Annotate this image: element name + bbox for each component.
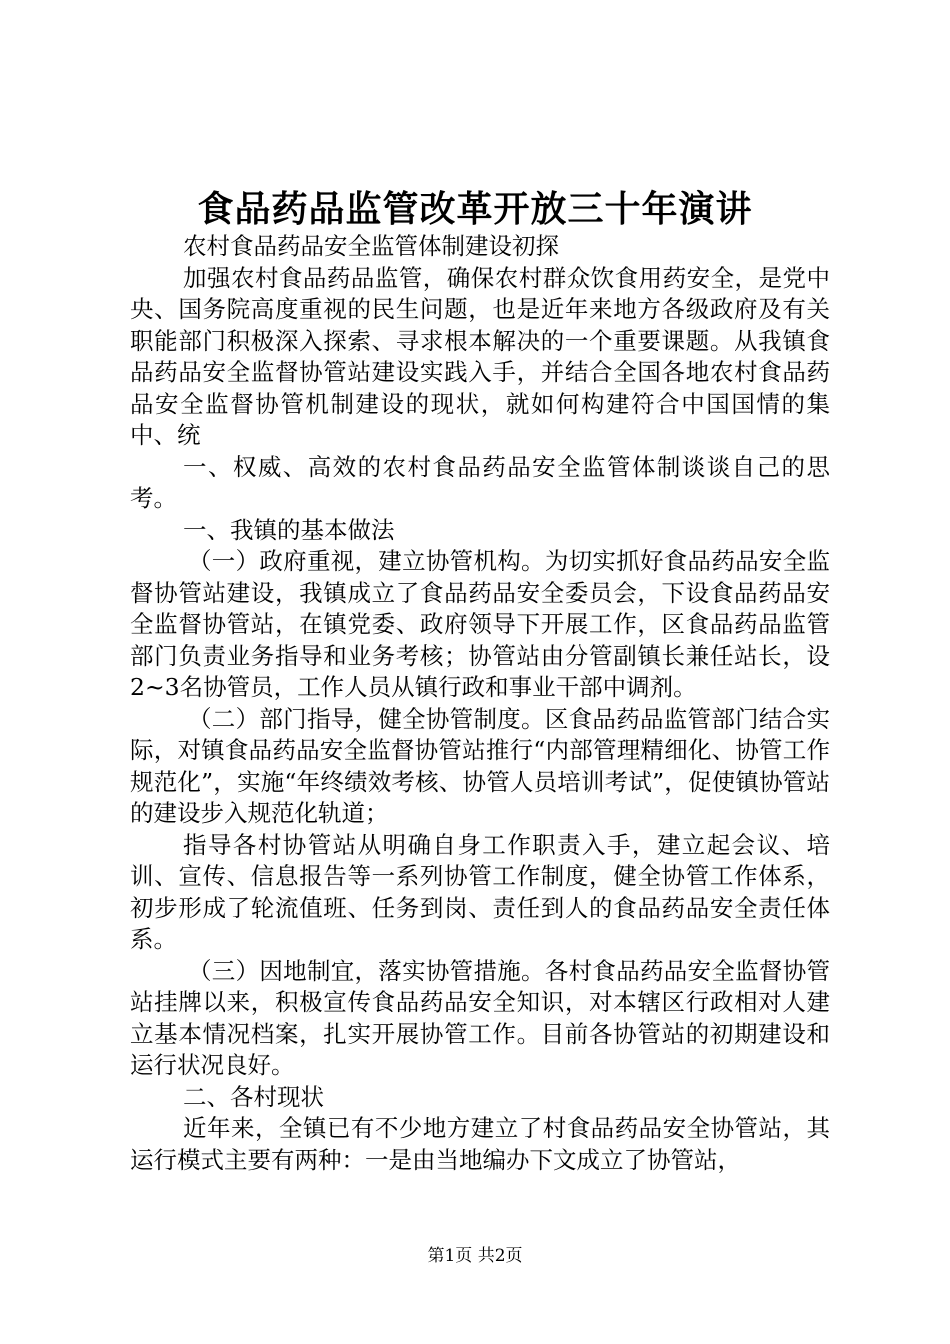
subtitle-paragraph: 农村食品药品安全监管体制建设初探 bbox=[183, 232, 559, 260]
body-paragraph: （三）因地制宜，落实协管措施。各村食品药品安全监督协管站挂牌以来，积极宣传食品药品安全知识，对本辖区行政相对人建立基本情况档案，扎实开展协管工作。目前各协管站的初期建设和运行状况良好。 bbox=[130, 956, 830, 1079]
document-body bbox=[130, 231, 830, 1176]
page-footer: 第1页 共2页 bbox=[427, 1246, 523, 1266]
body-paragraph: 指导各村协管站从明确自身工作职责入手，建立起会议、培训、宣传、信息报告等一系列协管工作制度，健全协管工作体系，初步形成了轮流值班、任务到岗、责任到人的食品药品安全责任体系。 bbox=[130, 830, 830, 953]
body-paragraph: （一）政府重视，建立协管机构。为切实抓好食品药品安全监督协管站建设，我镇成立了食品药品安全委员会，下设食品药品安全监督协管站，在镇党委、政府领导下开展工作，区食品药品监管部门负责业务指导和业务考核；协管站由分管副镇长兼任站长，设2~3名协管员，工作人员从镇行政和事业干部中调剂。 bbox=[130, 547, 830, 701]
body-paragraph: 近年来，全镇已有不少地方建立了村食品药品安全协管站，其运行模式主要有两种：一是由当地编办下文成立了协管站， bbox=[130, 1114, 830, 1174]
section-heading: 一、我镇的基本做法 bbox=[183, 515, 395, 544]
body-paragraph: 加强农村食品药品监管，确保农村群众饮食用药安全，是党中央、国务院高度重视的民生问题，也是近年来地方各级政府及有关职能部门积极深入探索、寻求根本解决的一个重要课题。从我镇食品药品安全监督协管站建设实践入手，并结合全国各地农村食品药品安全监督协管机制建设的现状，就如何构建符合中国国情的集中、统 bbox=[130, 263, 830, 449]
body-paragraph: 一、权威、高效的农村食品药品安全监管体制谈谈自己的思考。 bbox=[130, 452, 830, 512]
section-heading: 二、各村现状 bbox=[183, 1082, 324, 1111]
body-paragraph: （二）部门指导，健全协管制度。区食品药品监管部门结合实际，对镇食品药品安全监督协管站推行“内部管理精细化、协管工作规范化”，实施“年终绩效考核、协管人员培训考试”，促使镇协管站的建设步入规范化轨道； bbox=[130, 704, 830, 827]
document-title: 食品药品监管改革开放三十年演讲 bbox=[197, 188, 753, 230]
